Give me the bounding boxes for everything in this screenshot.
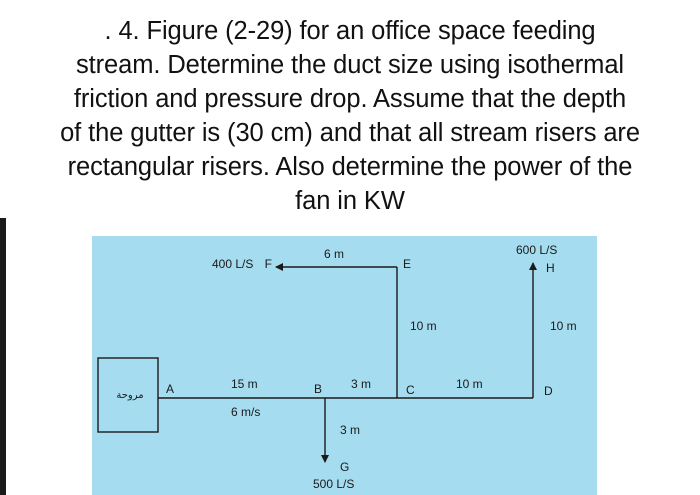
flow-f-label: 400 L/S [212, 257, 254, 271]
duct-diagram [92, 236, 597, 495]
node-f-label: F [264, 257, 272, 271]
duct-diagram-svg [92, 236, 597, 495]
node-a-label: A [166, 382, 175, 396]
problem-line-1: . 4. Figure (2-29) for an office space feeding [104, 17, 596, 45]
problem-statement [0, 14, 700, 218]
length-bg-label: 3 m [340, 423, 361, 437]
node-b-label: B [313, 382, 322, 396]
node-g-label: G [340, 460, 350, 474]
problem-line-5: rectangular risers. Also determine the power of the [67, 153, 633, 181]
problem-line-3: friction and pressure drop. Assume that the depth [73, 85, 627, 113]
length-ce-label: 10 m [410, 319, 437, 333]
node-h-label: H [546, 261, 555, 275]
flow-h-label: 600 L/S [516, 243, 558, 257]
length-dh-label: 10 m [550, 319, 577, 333]
length-ab-label: 15 m [231, 377, 258, 391]
page-edge-bar [0, 218, 6, 495]
length-ef-label: 6 m [324, 247, 345, 261]
node-c-label: C [406, 383, 415, 397]
flow-g-label: 500 L/S [313, 477, 355, 491]
fan-label: مروحة [116, 390, 144, 401]
diagram-background [92, 236, 597, 495]
problem-line-4: of the gutter is (30 cm) and that all stream risers are [60, 119, 640, 147]
velocity-label: 6 m/s [231, 405, 261, 419]
length-cd-label: 10 m [456, 377, 483, 391]
length-bc-label: 3 m [351, 377, 372, 391]
problem-line-6: fan in KW [295, 187, 405, 215]
node-e-label: E [403, 257, 412, 271]
problem-line-2: stream. Determine the duct size using isothermal [76, 51, 624, 79]
node-d-label: D [544, 384, 553, 398]
